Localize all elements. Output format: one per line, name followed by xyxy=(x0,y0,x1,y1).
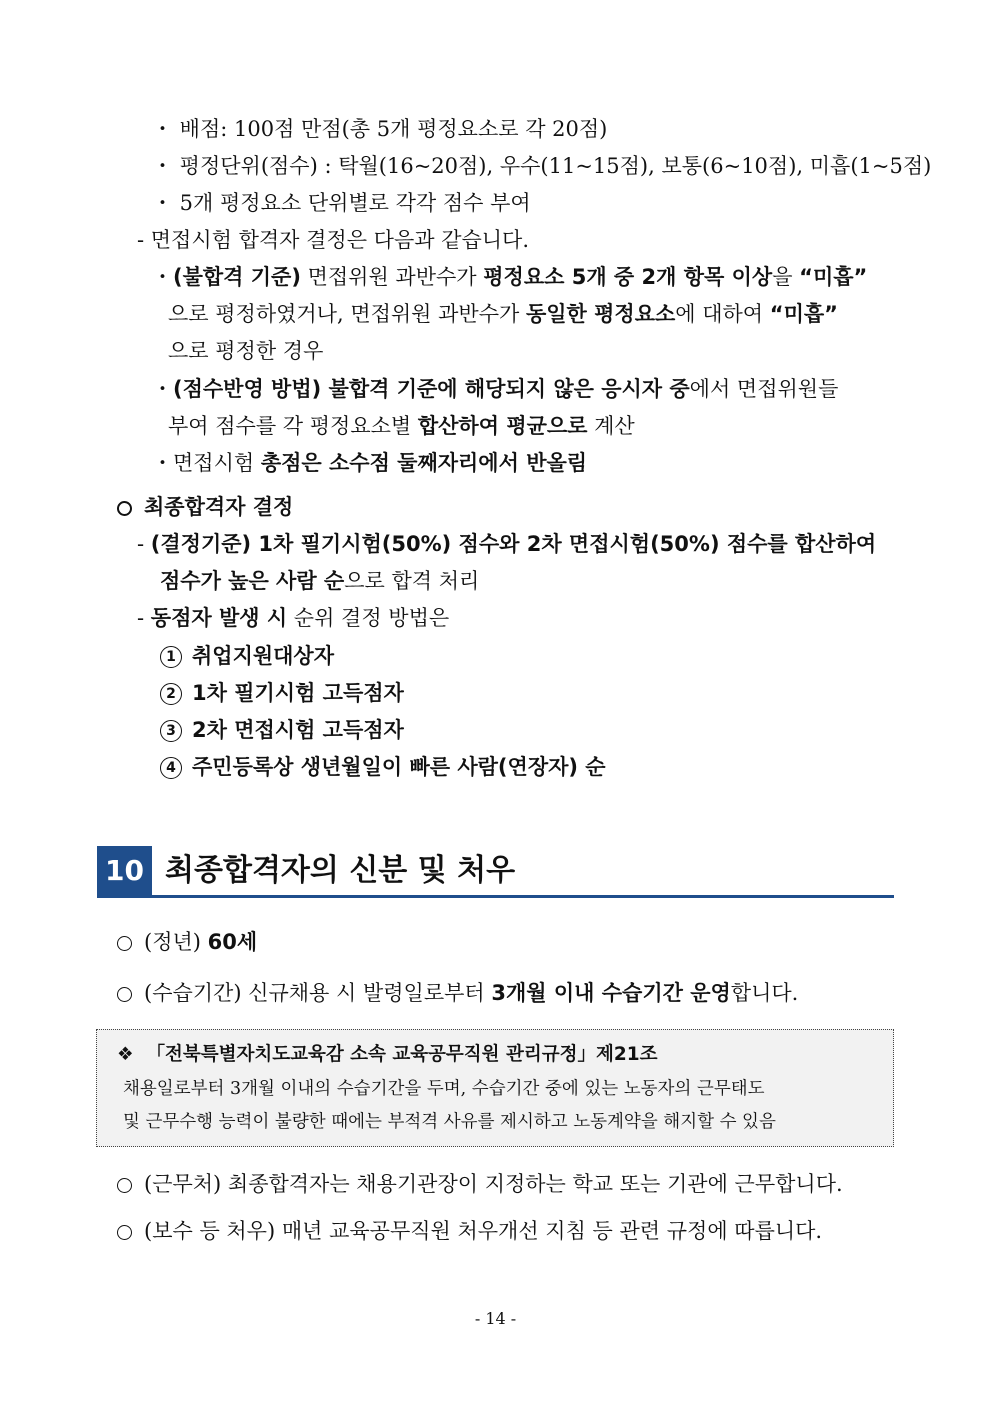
text-run: (근무처) 최종합격자는 채용기관장이 지정하는 학교 또는 기관에 근무합니다. xyxy=(144,1172,843,1196)
fail-criteria-line-2 xyxy=(168,299,838,329)
tie-item-3 xyxy=(160,715,404,745)
page-number: - 14 - xyxy=(474,1309,517,1328)
tie-item-text: 1차 필기시험 고득점자 xyxy=(192,681,404,705)
rating-unit-line: ・ 평정단위(점수) : 탁월(16~20점), 우수(11~15점), 보통(6~10점), 미흡(1~5점) xyxy=(152,154,932,178)
circle-bullet-icon xyxy=(117,1178,132,1193)
circle-bullet-icon xyxy=(117,501,132,516)
tie-item-text: 2차 면접시험 고득점자 xyxy=(192,718,404,742)
regulation-text-1: 채용일로부터 3개월 이내의 수습기간을 두며, 수습기간 중에 있는 노동자의 근무태도 xyxy=(123,1079,765,1099)
tie-item-4 xyxy=(160,752,606,782)
emphasis-quote: “미흡” xyxy=(799,265,868,289)
circled-number-icon: 4 xyxy=(160,757,182,779)
circle-bullet-icon xyxy=(117,936,132,951)
tie-item-text: 취업지원대상자 xyxy=(192,644,335,668)
retirement-line xyxy=(117,927,257,957)
pay-line xyxy=(117,1216,822,1246)
circled-number-icon: 2 xyxy=(160,683,182,705)
text-run: (정년) xyxy=(144,930,208,954)
text-run: 합니다. xyxy=(730,981,799,1005)
interview-decision-line: - 면접시험 합격자 결정은 다음과 같습니다. xyxy=(137,228,530,252)
tie-line xyxy=(137,603,449,633)
circled-number-icon: 1 xyxy=(160,646,182,668)
bullet-dot: ・ xyxy=(152,265,173,289)
circle-bullet-icon xyxy=(117,987,132,1002)
regulation-text-2: 및 근무수행 능력이 불량한 때에는 부적격 사유를 제시하고 노동계약을 해지할 수 있음 xyxy=(123,1112,776,1132)
text-run: 면접위원 과반수가 xyxy=(300,265,484,289)
emphasis-text: 총점은 소수점 둘째자리에서 반올림 xyxy=(260,451,588,475)
text-run: 으로 평정하였거나, 면접위원 과반수가 xyxy=(168,302,526,326)
text-run: ・면접시험 xyxy=(152,451,261,475)
heading-text: 최종합격자 결정 xyxy=(144,495,294,519)
dash: - xyxy=(137,606,151,630)
text-run: 에서 면접위원들 xyxy=(689,377,839,401)
text-run: (보수 등 처우) 매년 교육공무직원 처우개선 지침 등 관련 규정에 따릅니다. xyxy=(144,1219,823,1243)
regulation-box xyxy=(96,1029,894,1147)
fail-criteria-line xyxy=(152,262,867,292)
circle-bullet-icon xyxy=(117,1225,132,1240)
workplace-line xyxy=(117,1169,843,1199)
emphasis-text: (점수반영 방법) 불합격 기준에 해당되지 않은 응시자 중 xyxy=(173,377,690,401)
decision-criteria-line-2 xyxy=(160,566,479,596)
score-line: ・ 배점: 100점 만점(총 5개 평정요소로 각 20점) xyxy=(152,117,608,141)
probation-line xyxy=(117,978,798,1008)
emphasis-text: 3개월 이내 수습기간 운영 xyxy=(491,981,731,1005)
emphasis-text: 동일한 평정요소 xyxy=(525,302,676,326)
diamond-icon: ❖ xyxy=(117,1044,134,1065)
emphasis-text: 점수가 높은 사람 순 xyxy=(160,569,345,593)
tie-item-1 xyxy=(160,641,334,671)
tie-item-2 xyxy=(160,678,404,708)
score-assign-line: ・ 5개 평정요소 단위별로 각각 점수 부여 xyxy=(152,191,531,215)
emphasis-text: (결정기준) 1차 필기시험(50%) 점수와 2차 면접시험(50%) 점수를 합산하여 xyxy=(150,532,877,556)
emphasis-quote: “미흡” xyxy=(769,302,838,326)
fail-criteria-label: (불합격 기준) xyxy=(173,265,301,289)
fail-criteria-line-3: 으로 평정한 경우 xyxy=(168,339,324,363)
score-method-line-2 xyxy=(168,411,635,441)
text-run: (수습기간) 신규채용 시 발령일로부터 xyxy=(144,981,492,1005)
text-run: 순위 결정 방법은 xyxy=(287,606,450,630)
section-divider xyxy=(97,895,894,898)
section-number: 10 xyxy=(97,846,152,895)
text-run: 계산 xyxy=(587,414,635,438)
score-method-line xyxy=(152,374,838,404)
regulation-title xyxy=(117,1040,657,1070)
section-title: 최종합격자의 신분 및 처우 xyxy=(165,853,516,888)
dash: - xyxy=(137,532,151,556)
emphasis-text: 60세 xyxy=(207,930,258,954)
emphasis-text: 합산하여 평균으로 xyxy=(417,414,588,438)
text-run: 에 대하여 xyxy=(675,302,770,326)
text-run: 으로 합격 처리 xyxy=(344,569,480,593)
final-decision-heading xyxy=(117,492,293,522)
section-heading xyxy=(97,846,894,898)
bullet-dot: ・ xyxy=(152,377,173,401)
text-run: 을 xyxy=(772,265,800,289)
regulation-title-text: 「전북특별자치도교육감 소속 교육공무직원 관리규정」제21조 xyxy=(146,1044,658,1065)
tie-item-text: 주민등록상 생년월일이 빠른 사람(연장자) 순 xyxy=(192,755,606,779)
circled-number-icon: 3 xyxy=(160,720,182,742)
rounding-line xyxy=(152,448,587,478)
decision-criteria-line xyxy=(137,529,876,559)
emphasis-text: 동점자 발생 시 xyxy=(150,606,288,630)
text-run: 부여 점수를 각 평정요소별 xyxy=(168,414,418,438)
emphasis-text: 평정요소 5개 중 2개 항목 이상 xyxy=(483,265,773,289)
